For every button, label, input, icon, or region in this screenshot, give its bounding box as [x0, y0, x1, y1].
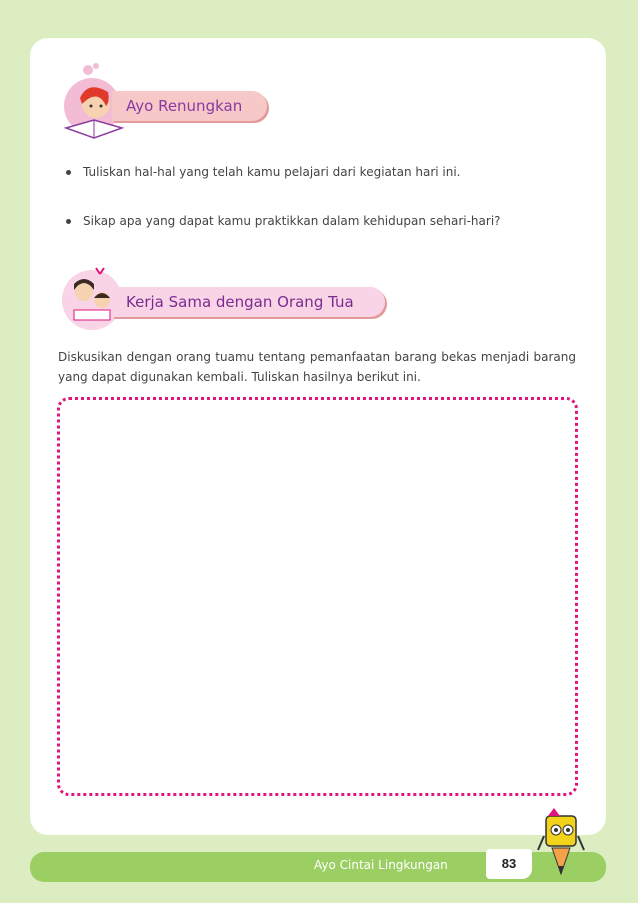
- bullet-icon: [66, 170, 71, 175]
- list-item-text: Sikap apa yang dapat kamu praktikkan dalam kehidupan sehari-hari?: [83, 214, 501, 228]
- pencil-mascot-icon: [536, 806, 586, 880]
- list-item: [66, 214, 501, 228]
- footer-title: Ayo Cintai Lingkungan: [314, 858, 448, 872]
- list-item-text: Tuliskan hal-hal yang telah kamu pelajari dari kegiatan hari ini.: [83, 165, 461, 179]
- section-title-reflect: Ayo Renungkan: [112, 91, 267, 121]
- bullet-icon: [66, 219, 71, 224]
- list-item: [66, 165, 461, 179]
- instruction-text: Diskusikan dengan orang tuamu tentang pemanfaatan barang bekas menjadi barang yang dapat digunakan kembali. Tuliskan hasilnya berikut ini.: [58, 350, 576, 384]
- answer-area[interactable]: [57, 397, 578, 796]
- section-title-cooperate: Kerja Sama dengan Orang Tua: [112, 287, 385, 317]
- page-number: 83: [486, 849, 532, 879]
